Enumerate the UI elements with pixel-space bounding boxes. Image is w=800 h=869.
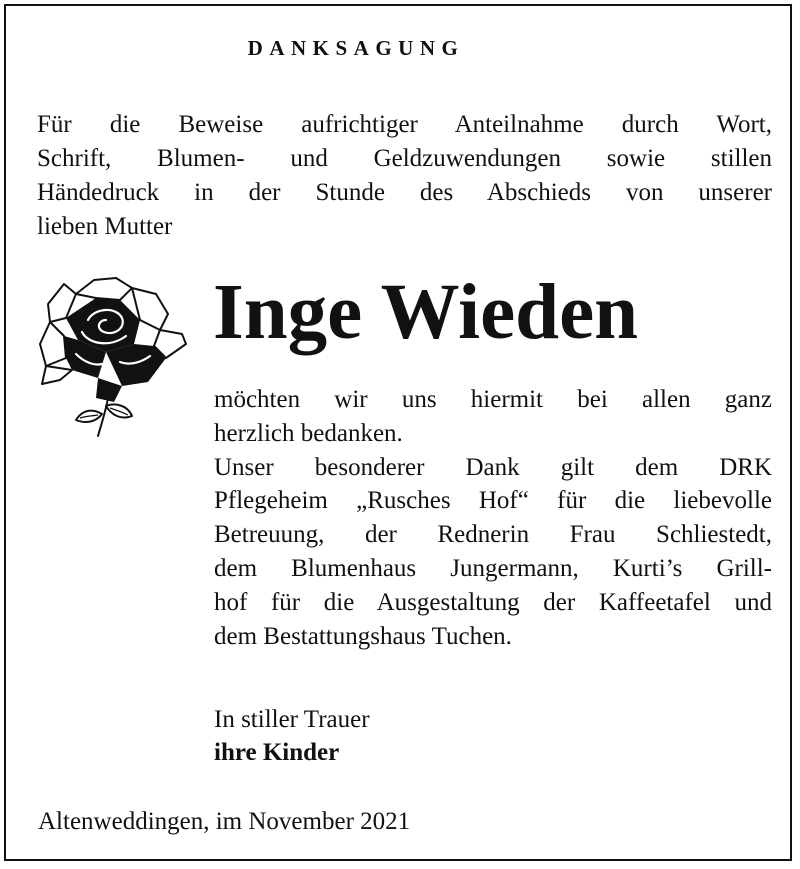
- obituary-notice: [4, 4, 792, 861]
- thanks-line: herzlich bedanken.: [214, 419, 403, 447]
- intro-text: [37, 108, 772, 244]
- place-date: Altenweddingen, im November 2021: [38, 808, 411, 835]
- signature: ihre Kinder: [214, 739, 340, 766]
- intro-line: Schrift, Blumen- und Geldzuwendungen sowie stillen: [37, 145, 772, 172]
- intro-line: lieben Mutter: [37, 213, 173, 240]
- thanks-line: möchten wir uns hiermit bei allen ganz: [214, 386, 772, 413]
- thanks-line: Pflegeheim „Rusches Hof“ für die liebevolle: [214, 487, 772, 515]
- closing-phrase: In stiller Trauer: [214, 706, 370, 733]
- thanks-line: Unser besonderer Dank gilt dem DRK: [214, 453, 772, 481]
- notice-heading: DANKSAGUNG: [247, 36, 465, 60]
- closing-block: [214, 703, 370, 769]
- thanks-text: [214, 383, 772, 653]
- thanks-line: dem Blumenhaus Jungermann, Kurti’s Grill-: [214, 554, 772, 582]
- deceased-name: Inge Wieden: [213, 269, 639, 356]
- intro-line: Händedruck in der Stunde des Abschieds von unserer: [37, 179, 772, 206]
- rose-icon: [36, 274, 188, 439]
- thanks-line: dem Bestattungshaus Tuchen.: [214, 622, 512, 650]
- intro-line: Für die Beweise aufrichtiger Anteilnahme durch Wort,: [37, 111, 772, 138]
- thanks-line: hof für die Ausgestaltung der Kaffeetafel und: [214, 588, 772, 616]
- thanks-line: Betreuung, der Rednerin Frau Schliestedt,: [214, 521, 772, 549]
